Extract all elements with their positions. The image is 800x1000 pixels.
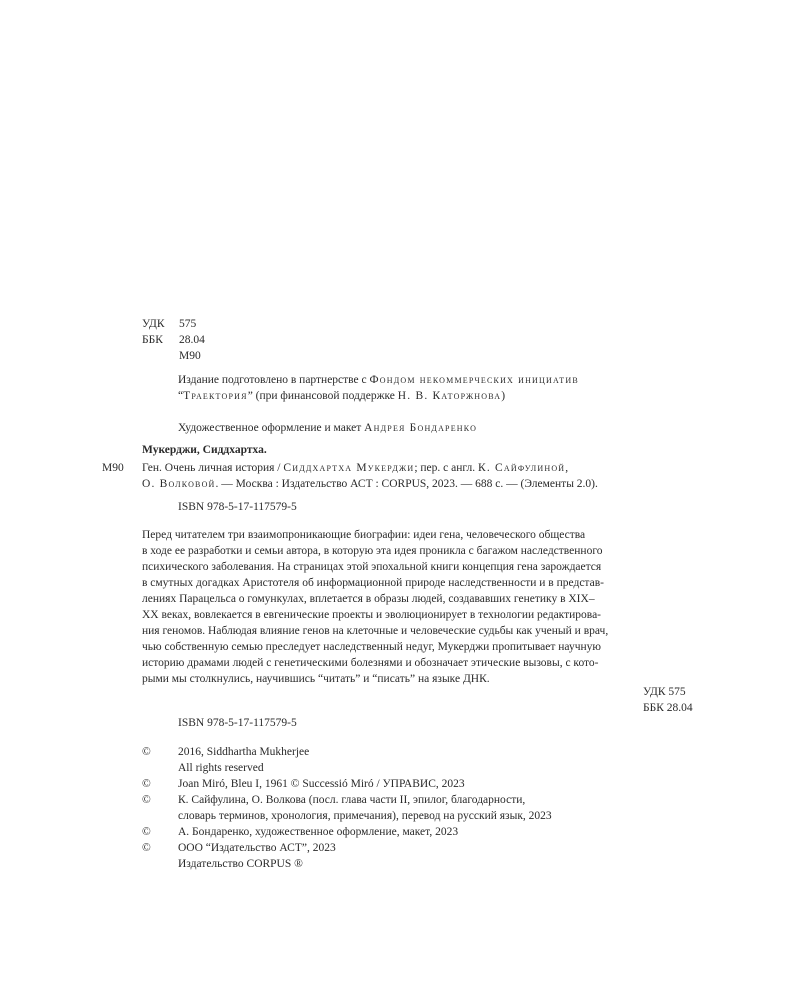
annotation-line: чью собственную семью преследует наследственный недуг, Мукерджи пропитывает научную [142,641,601,653]
copyright-row [142,776,552,792]
copyright-text: ООО “Издательство АСТ”, 2023 [178,842,336,854]
designer-name: Андрея Бондаренко [364,422,478,434]
title-text: Ген. Очень личная история / [142,462,284,474]
design-text: Художественное оформление и макет [178,422,365,434]
bibliographic-description [142,460,722,492]
author-mark-row [142,348,205,364]
isbn-primary: ISBN 978-5-17-117579-5 [178,501,297,513]
annotation-line: в смутных догадках Аристотеля об информационной природе наследственности и в представ- [142,577,604,589]
udk-row [142,316,205,332]
udk-value: 575 [179,318,197,330]
annotation-line: XX веках, вовлекается в евгенические проекты и эволюционирует в технологии редактирова- [142,609,602,621]
copyright-symbol [142,856,178,872]
annotation-line: лениях Парацельса о гомункулах, вплетается в образы людей, создававших генетику в XIX– [142,593,595,605]
copyright-symbol: © [142,794,151,806]
catalog-mark: М90 [102,462,124,474]
trajectory-name: Траектория [183,390,248,402]
copyright-text: словарь терминов, хронология, примечания), перевод на русский язык, 2023 [178,810,552,822]
copyright-row [142,792,552,808]
bbk-label: ББК [142,334,163,346]
partnership-line-2 [178,388,748,404]
classification-block [142,316,205,364]
annotation-line: Перед читателем три взаимопроникающие биографии: идеи гена, человеческого общества [142,529,586,541]
copyright-symbol [142,808,178,824]
bbk-row [142,332,205,348]
translation-text: ; пер. с англ. [414,462,479,474]
copyright-symbol: © [142,826,151,838]
copyright-text: А. Бондаренко, художественное оформление, макет, 2023 [178,826,459,838]
annotation-line: рыми мы столкнулись, научившись “читать” и “писать” на языке ДНК. [142,673,490,685]
copyright-symbol: © [142,778,151,790]
copyright-symbol [142,760,178,776]
udk-label: УДК [142,318,165,330]
open-quote: “ [178,390,184,402]
author-heading: Мукерджи, Сиддхартха. [142,444,267,456]
copyright-text: 2016, Siddhartha Mukherjee [178,746,310,758]
classification-right [643,684,693,716]
partnership-text: Издание подготовлено в партнерстве с [178,374,370,386]
comma: , [565,462,569,474]
bbk-right: ББК 28.04 [643,702,693,714]
sponsor-name: Н. В. Каторжнова [397,390,502,402]
isbn-secondary: ISBN 978-5-17-117579-5 [178,717,297,729]
partnership-line-1 [178,372,748,388]
annotation-line: психического заболевания. На страницах этой эпохальной книги концепция гена зарождается [142,561,602,573]
copyright-row [142,840,552,856]
copyright-row [142,760,552,776]
copyright-text: К. Сайфулина, О. Волкова (посл. глава части II, эпилог, благодарности, [178,794,526,806]
annotation-line: историю драмами людей с генетическими болезнями и обозначает этические вызовы, с кото- [142,657,599,669]
support-text: ” (при финансовой поддержке [247,390,398,402]
author-mark: М90 [179,350,201,362]
copyright-row [142,744,552,760]
author-name: Сиддхартха Мукерджи [283,462,415,474]
copyright-symbol: © [142,842,151,854]
close-paren: ) [501,390,506,402]
translator-1: К. Сайфулиной [478,462,566,474]
copyright-text: Издательство CORPUS ® [178,858,303,870]
annotation-line: в ходе ее разработки и семьи автора, в которую эта идея проникла с багажом наследственного [142,545,603,557]
annotation-line: ния геномов. Наблюдая влияние генов на клеточные и человеческие судьбы как ученый и врач, [142,625,609,637]
copyright-row [142,808,552,824]
biblio-line-2 [142,476,722,492]
bbk-value: 28.04 [179,334,205,346]
annotation-paragraph [142,527,714,687]
udk-right: УДК 575 [643,686,686,698]
copyright-row [142,824,552,840]
copyright-text: Joan Miró, Bleu I, 1961 © Successió Miró / УПРАВИС, 2023 [178,778,465,790]
translator-2: О. Волковой [142,478,216,490]
biblio-line-1 [142,460,722,476]
fund-name: Фондом некоммерческих инициатив [369,374,579,386]
copyright-symbol: © [142,746,151,758]
design-line [178,420,748,436]
credits-block [178,372,748,436]
publication-info: . — Москва : Издательство АСТ : CORPUS, 2023. — 688 с. — (Элементы 2.0). [215,478,598,490]
copyright-text: All rights reserved [178,762,264,774]
copyright-block [142,744,552,872]
copyright-row [142,856,552,872]
